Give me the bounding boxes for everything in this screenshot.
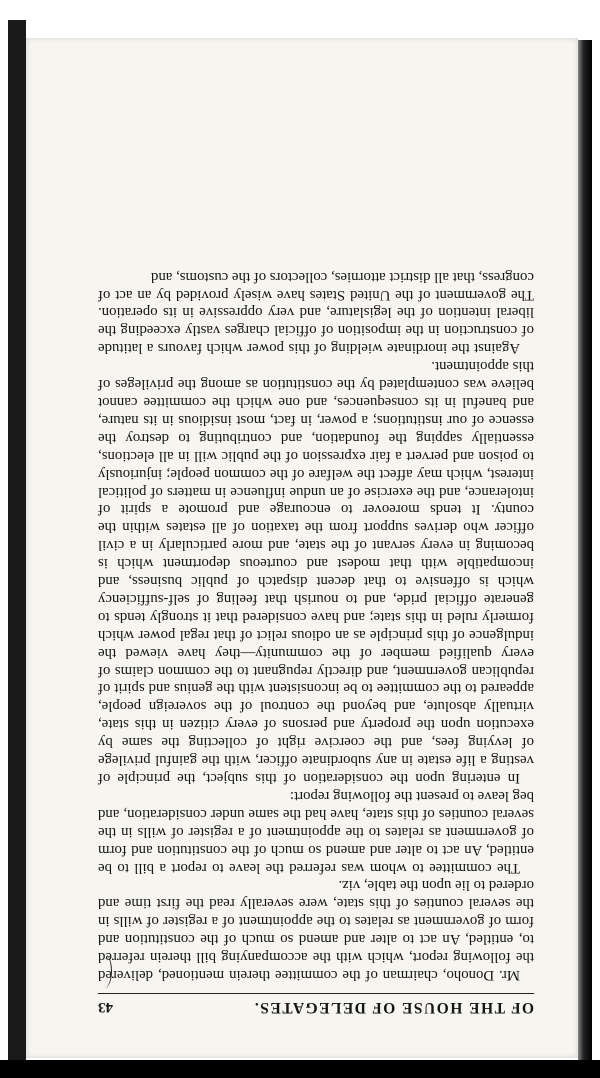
scan-edge-right xyxy=(578,40,592,1060)
margin-pen-mark xyxy=(97,954,112,988)
running-head xyxy=(98,993,534,1016)
paragraph-committee-leave: The committee to whom was referred the leave to report a bill to be entitled, An act to alter and amend so much of the constitution and form of government as relates to the appointment of a register of wills in the several counties of this state, have had the same under consideration, and beg leave to present the following report: xyxy=(98,787,534,876)
scan-edge-left xyxy=(8,20,26,1060)
header-title: OF THE HOUSE OF DELEGATES. xyxy=(253,999,534,1016)
page-number: 43 xyxy=(98,999,113,1015)
paragraph-report-intro: Mr. Donoho, chairman of the committee therein mentioned, delivered the following report, which with the accompanying bill therein referred to, entitled, An act to alter and amend so much of the constitution and form of government as relates to the appointment of a register of wills in the several counties of this state, were severally read the first time and ordered to lie upon the table, viz. xyxy=(98,877,534,983)
printed-page xyxy=(26,38,578,1058)
scan-edge-bottom xyxy=(0,1060,600,1078)
paragraph-against-power: Against the inordinate wielding of this power which favours a latitude of construction in the imposition of official charges vastly exceeding the liberal intention of the legislature, and very oppressive in its operation. The government of the United States have wisely provided by an act of congress, that all district attornies, collectors of the customs, and xyxy=(98,268,534,357)
page-content xyxy=(98,267,534,1016)
paragraph-consideration: In entering upon the consideration of this subject, the principle of vesting a life estate in any subordinate officer, with the gainful privilege of levying fees, and the coercive right of collecting the same by execution upon the property and persons of every citizen in this state, virtually absolute, and beyond the controul of the sovereign people, appeared to the committee to be inconsistent with the genius and spirit of republican government, and directly repugnant to the common claims of every qualified member of the community—they have viewed the indulgence of this principle as an odious relict of that regal power which formerly ruled in this state; and have considered that it strongly tends to generate official pride, and to nourish that feeling of self-sufficiency which is offensive to that decent dispatch of public business, and incompatible with that modest and courteous deportment which is becoming in every servant of the state, and more particularly in a civil officer who derives support from the taxation of all estates within the county. It tends moreover to encourage and promote a spirit of intolerance, and the exercise of an undue influence in matters of political interest, which may affect the welfare of the common people; injuriously to poison and pervert a fair expression of the public will in all elections, essentially sapping the foundation, and contributing to destroy the essence of our institutions; a power, in fact, most insidious in its nature, and baneful in its consequences, and one which the committee cannot believe was contemplated by the constitution as among the privileges of this appointment. xyxy=(98,358,534,787)
